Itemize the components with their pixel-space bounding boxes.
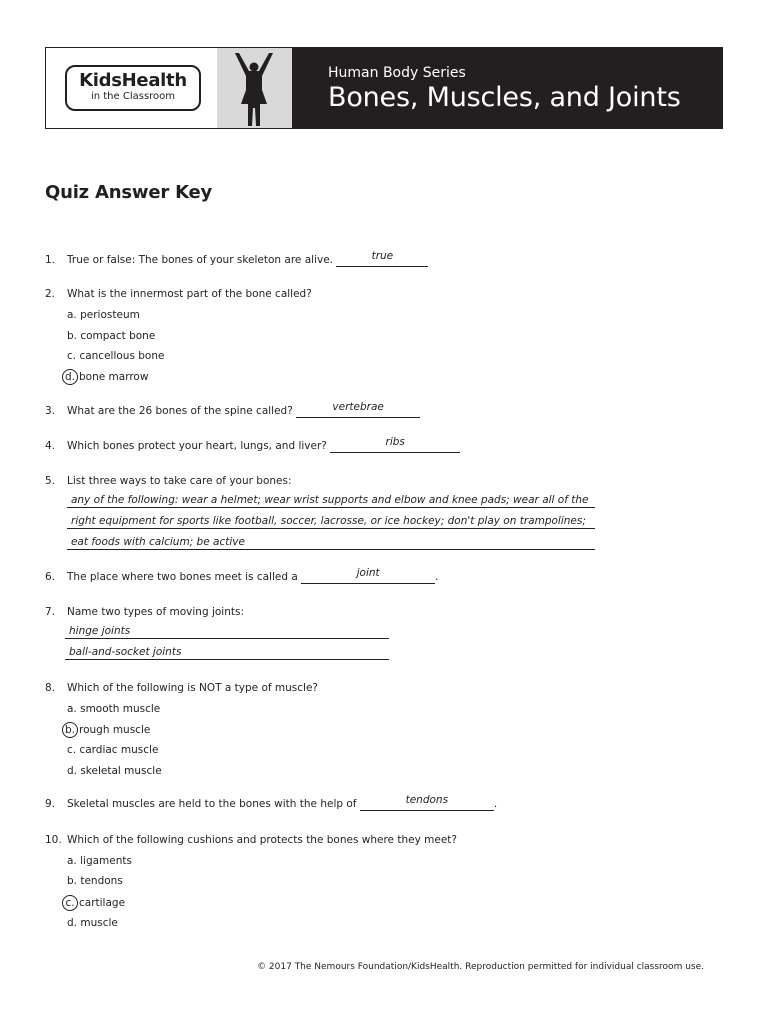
answer-text: joint xyxy=(356,567,380,579)
question-text: Skeletal muscles are held to the bones with the help of xyxy=(67,798,357,810)
question-text: True or false: The bones of your skeleton are alive. xyxy=(67,254,334,266)
option-a: a. periosteum xyxy=(67,309,140,321)
logo-area xyxy=(46,48,217,128)
option-b: b. compact bone xyxy=(67,330,156,342)
question-number: 6. xyxy=(45,571,56,583)
answer-blank xyxy=(296,401,420,418)
answer-text: true xyxy=(371,250,394,262)
option-b-correct xyxy=(64,722,151,738)
document-title: Bones, Muscles, and Joints xyxy=(328,82,681,113)
question-text: Which bones protect your heart, lungs, and liver? xyxy=(67,440,327,452)
figure-panel xyxy=(217,48,292,128)
question-text: The place where two bones meet is called a xyxy=(67,571,298,583)
question-text: List three ways to take care of your bones: xyxy=(67,475,292,487)
page-heading: Quiz Answer Key xyxy=(45,182,213,203)
answer-blank xyxy=(336,250,428,267)
answer-circle: b. xyxy=(62,722,78,738)
question-text: Which of the following is NOT a type of muscle? xyxy=(67,682,318,694)
person-silhouette-icon xyxy=(231,52,277,128)
answer-blank xyxy=(330,436,460,453)
option-text: rough muscle xyxy=(79,724,151,736)
question-text: What are the 26 bones of the spine called? xyxy=(67,405,293,417)
kidshealth-logo xyxy=(65,65,201,111)
answer-text: ribs xyxy=(385,436,405,448)
title-area xyxy=(292,48,722,128)
logo-main-text: KidsHealth xyxy=(79,70,187,91)
answer-circle: c. xyxy=(62,895,78,911)
logo-sub-text: in the Classroom xyxy=(90,91,176,102)
answer-circle: d. xyxy=(62,369,78,385)
question-number: 5. xyxy=(45,475,56,487)
question-text: What is the innermost part of the bone called? xyxy=(67,288,312,300)
option-a: a. ligaments xyxy=(67,855,132,867)
option-text: cartilage xyxy=(79,897,126,909)
answer-line-3: eat foods with calcium; be active xyxy=(67,535,595,550)
option-c-correct xyxy=(67,895,125,911)
answer-text: vertebrae xyxy=(332,401,384,413)
option-d-correct xyxy=(64,369,149,385)
question-number: 2. xyxy=(45,288,56,300)
sentence-end: . xyxy=(435,571,439,583)
question-number: 8. xyxy=(45,682,56,694)
answer-line-1: any of the following: wear a helmet; wear wrist supports and elbow and knee pads; wear all of the xyxy=(67,493,595,508)
question-number: 1. xyxy=(45,254,56,266)
option-a: a. smooth muscle xyxy=(67,703,161,715)
question-number: 9. xyxy=(45,798,56,810)
answer-blank xyxy=(301,567,435,584)
question-text: Which of the following cushions and protects the bones where they meet? xyxy=(67,834,457,846)
option-c: c. cardiac muscle xyxy=(67,744,159,756)
series-label: Human Body Series xyxy=(328,65,466,81)
answer-line-1: hinge joints xyxy=(65,624,389,639)
option-d: d. muscle xyxy=(67,917,118,929)
sentence-end: . xyxy=(493,798,498,810)
answer-line-2: right equipment for sports like football, soccer, lacrosse, or ice hockey; don't play on trampolines; xyxy=(67,514,595,529)
answer-text: tendons xyxy=(405,794,449,806)
answer-line-2: ball-and-socket joints xyxy=(65,645,389,660)
question-text: Name two types of moving joints: xyxy=(67,606,244,618)
copyright-footer: © 2017 The Nemours Foundation/KidsHealth. Reproduction permitted for individual classroom use. xyxy=(257,962,704,972)
question-number: 7. xyxy=(45,606,56,618)
question-number: 4. xyxy=(45,440,56,452)
option-b: b. tendons xyxy=(67,875,123,887)
question-number: 10. xyxy=(45,834,62,846)
option-d: d. skeletal muscle xyxy=(67,765,162,777)
question-number: 3. xyxy=(45,405,56,417)
option-c: c. cancellous bone xyxy=(67,350,165,362)
header-banner xyxy=(45,47,723,129)
answer-blank xyxy=(360,794,494,811)
option-text: bone marrow xyxy=(79,371,149,383)
